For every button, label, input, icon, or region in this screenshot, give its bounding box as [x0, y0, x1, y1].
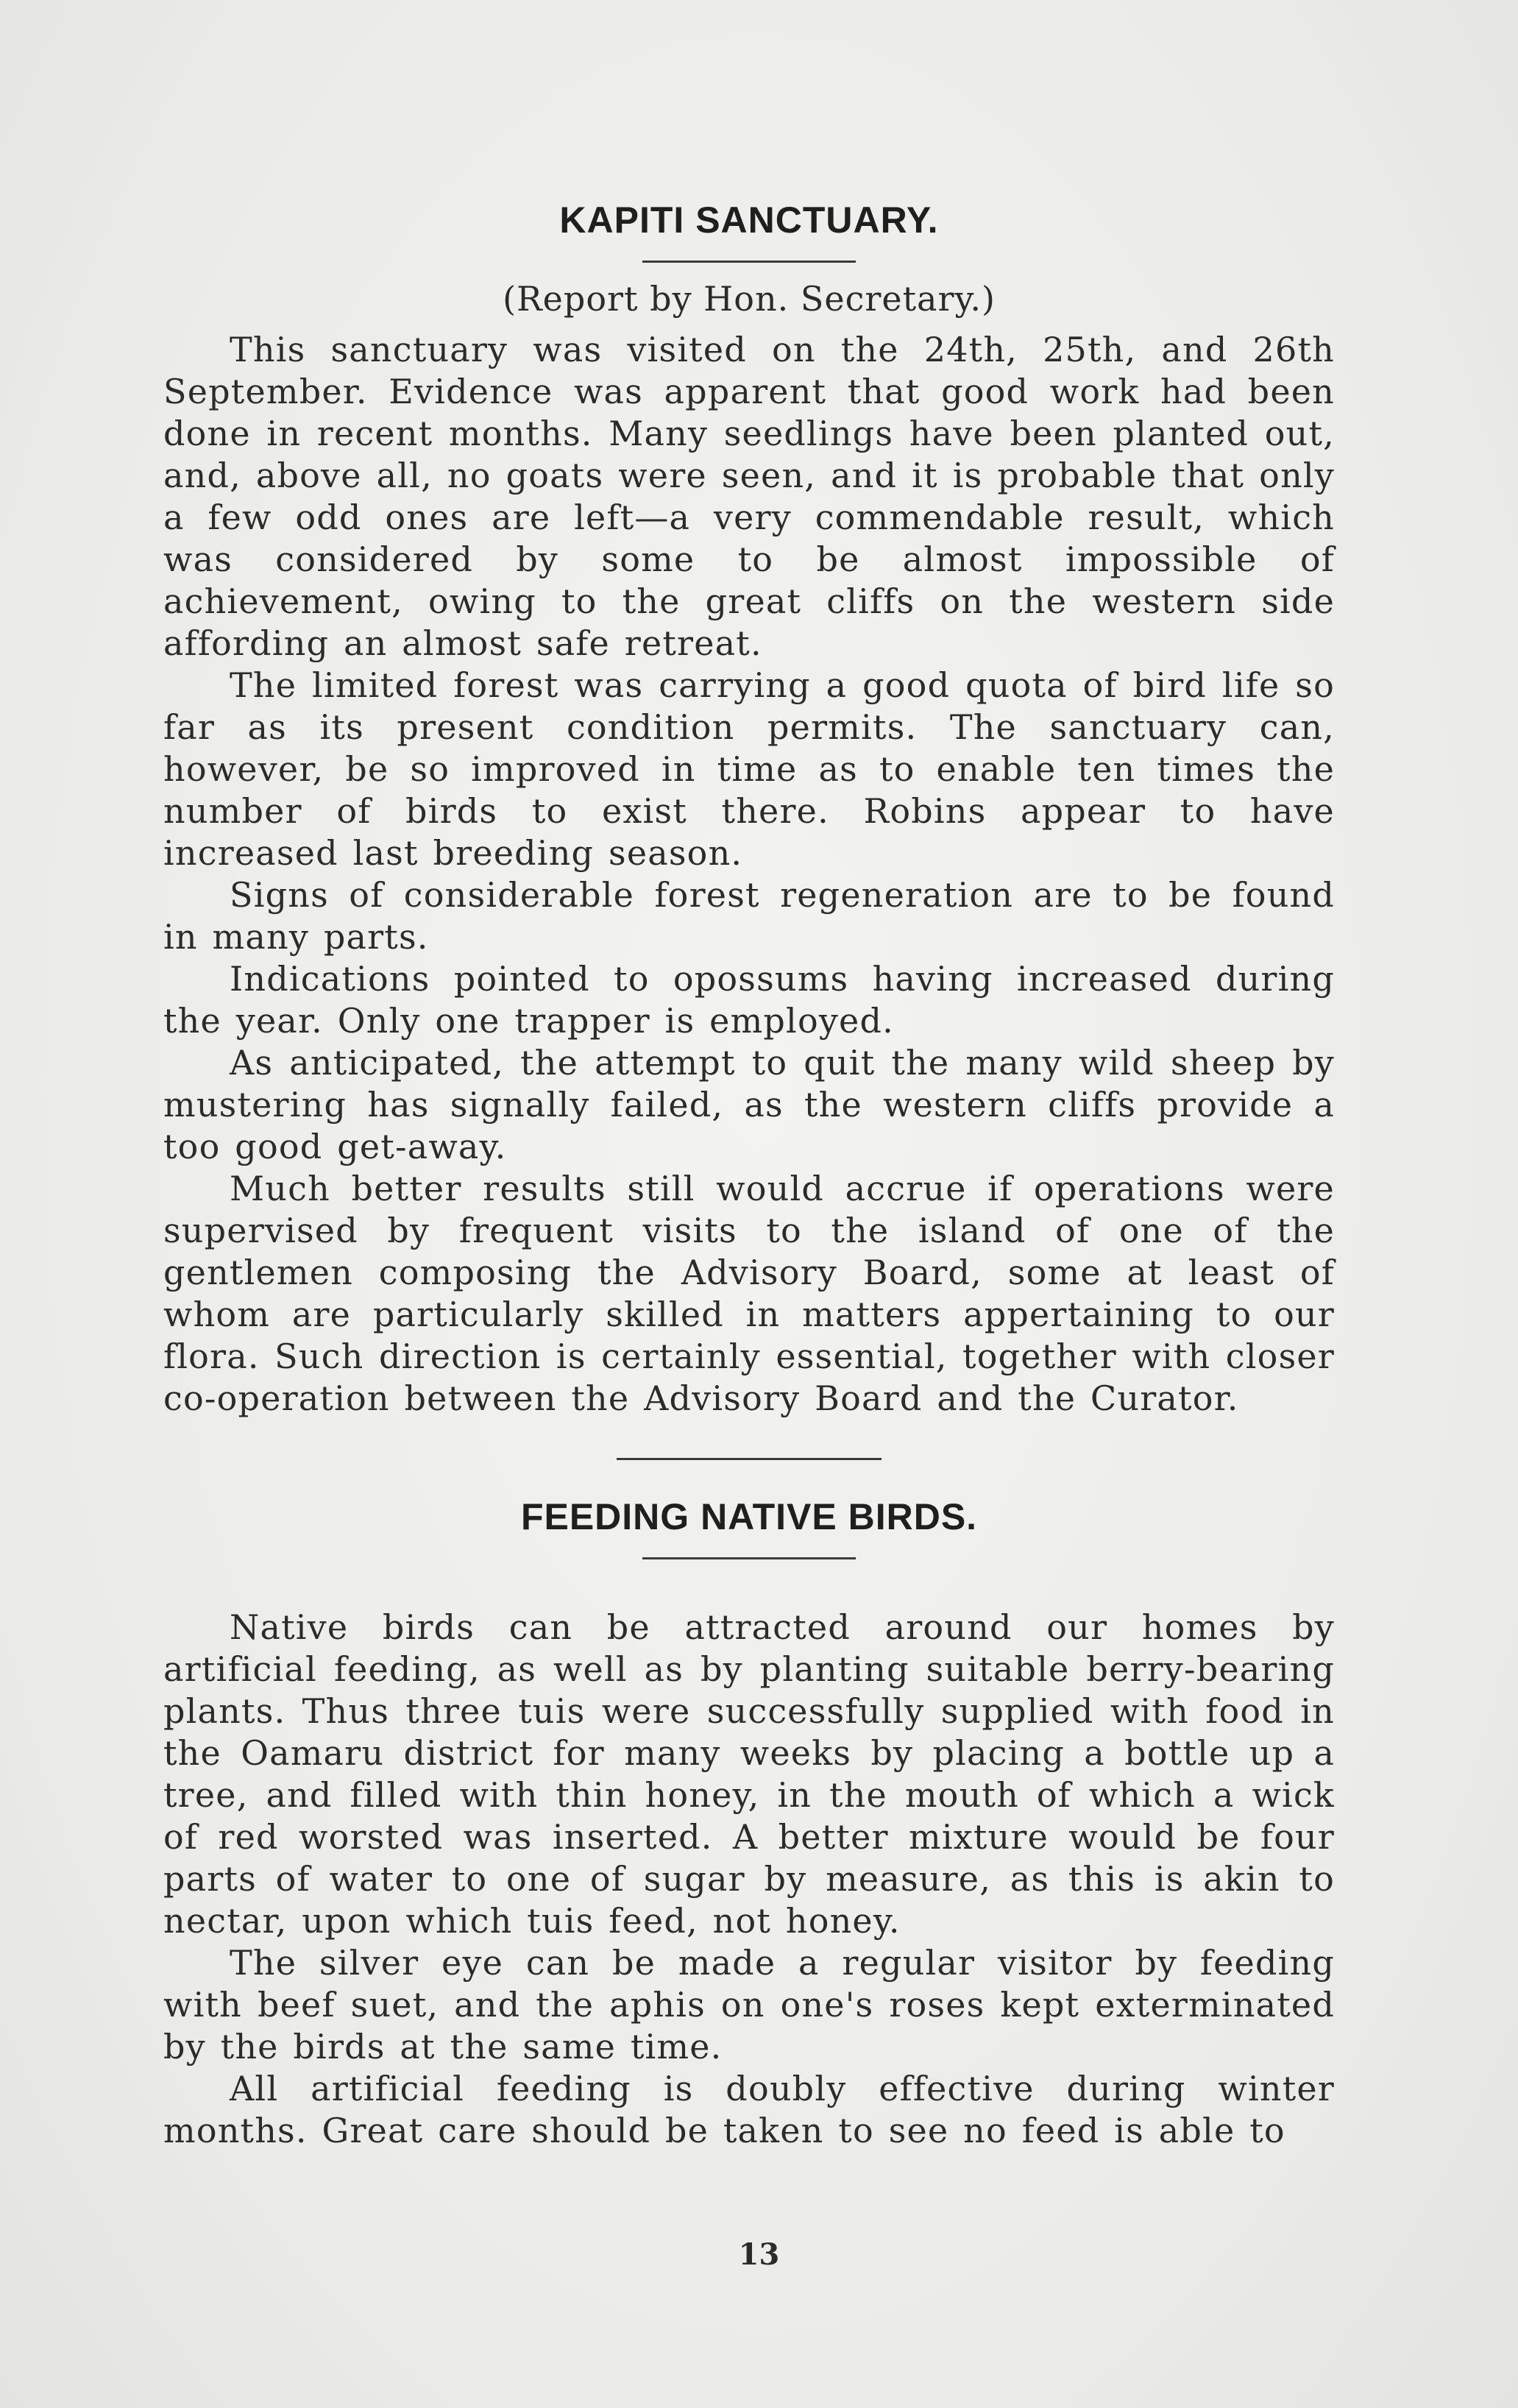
- section-subtitle: (Report by Hon. Secretary.): [503, 279, 996, 319]
- paragraph: The silver eye can be made a regular visitor by feeding with beef suet, and the aphis on one's roses kept exterminated by the birds at the same time.: [163, 1943, 1335, 2067]
- title-rule: [642, 1557, 856, 1559]
- text-column: [163, 199, 1335, 2152]
- paragraph: Native birds can be attracted around our homes by artificial feeding, as well as by planting suitable berry-bearing plants. Thus three tuis were successfully supplied with food in the Oamaru district for many weeks by placing a bottle up a tree, and filled with thin honey, in the mouth of which a wick of red worsted was inserted. A better mixture would be four parts of water to one of sugar by measure, as this is akin to nectar, upon which tuis feed, not honey.: [163, 1607, 1335, 1941]
- paragraph: Much better results still would accrue if operations were supervised by frequent visits to the island of one of the gentlemen composing the Advisory Board, some at least of whom are particularly skilled in matters appertaining to our flora. Such direction is certainly essential, together with closer co-operation between the Advisory Board and the Curator.: [163, 1169, 1335, 1418]
- paragraph: Indications pointed to opossums having increased during the year. Only one trapper is employed.: [163, 959, 1335, 1041]
- paragraph: As anticipated, the attempt to quit the many wild sheep by mustering has signally failed, as the western cliffs provide a too good get-away.: [163, 1043, 1335, 1166]
- paragraph: This sanctuary was visited on the 24th, 25th, and 26th September. Evidence was apparent that good work had been done in recent months. Many seedlings have been planted out, and, above all, no goats were seen, and it is probable that only a few odd ones are left—a very commendable result, which was considered by some to be almost impossible of achievement, owing to the great cliffs on the western side affording an almost safe retreat.: [163, 330, 1335, 663]
- paragraph: The limited forest was carrying a good quota of bird life so far as its present condition permits. The sanctuary can, however, be so improved in time as to enable ten times the number of birds to exist there. Robins appear to have increased last breeding season.: [163, 665, 1335, 873]
- paragraph: Signs of considerable forest regeneration are to be found in many parts.: [163, 875, 1335, 957]
- title-rule: [642, 261, 856, 263]
- section-title-feeding: FEEDING NATIVE BIRDS.: [520, 1496, 978, 1537]
- paragraph: All artificial feeding is doubly effective during winter months. Great care should be taken to see no feed is able to: [163, 2069, 1335, 2150]
- section-divider: [617, 1458, 882, 1460]
- page-number: 13: [738, 2237, 780, 2272]
- section-title-kapiti: KAPITI SANCTUARY.: [559, 199, 939, 241]
